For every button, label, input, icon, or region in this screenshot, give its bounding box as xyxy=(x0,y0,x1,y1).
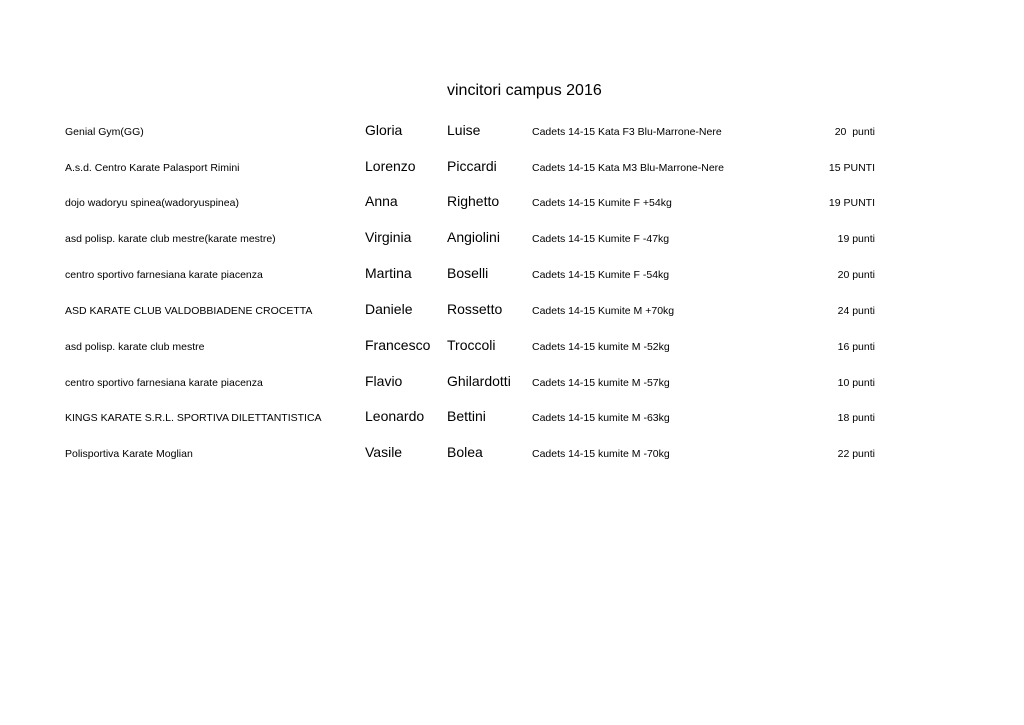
last-name: Piccardi xyxy=(447,158,497,174)
points: 22 punti xyxy=(837,448,875,460)
first-name: Daniele xyxy=(365,301,413,317)
last-name: Rossetto xyxy=(447,301,503,317)
last-name: Bettini xyxy=(447,408,486,424)
club-name: asd polisp. karate club mestre(karate mestre) xyxy=(65,233,276,245)
list-item xyxy=(0,406,1024,430)
club-name: KINGS KARATE S.R.L. SPORTIVA DILETTANTISTICA xyxy=(65,412,322,424)
category: Cadets 14-15 Kumite F -54kg xyxy=(532,269,670,281)
list-item xyxy=(0,227,1024,251)
category: Cadets 14-15 kumite M -63kg xyxy=(532,412,670,424)
club-name: Polisportiva Karate Moglian xyxy=(65,448,193,460)
list-item xyxy=(0,371,1024,395)
points: 10 punti xyxy=(837,377,875,389)
category: Cadets 14-15 kumite M -52kg xyxy=(532,341,670,353)
last-name: Righetto xyxy=(447,193,500,209)
category: Cadets 14-15 Kata F3 Blu-Marrone-Nere xyxy=(532,126,722,138)
first-name: Gloria xyxy=(365,122,403,138)
club-name: asd polisp. karate club mestre xyxy=(65,341,205,353)
category: Cadets 14-15 kumite M -70kg xyxy=(532,448,670,460)
first-name: Anna xyxy=(365,193,398,209)
list-item xyxy=(0,263,1024,287)
club-name: ASD KARATE CLUB VALDOBBIADENE CROCETTA xyxy=(65,305,313,317)
list-item xyxy=(0,156,1024,180)
first-name: Vasile xyxy=(365,444,403,460)
last-name: Luise xyxy=(447,122,481,138)
page-title: vincitori campus 2016 xyxy=(447,82,602,99)
list-item xyxy=(0,335,1024,359)
points: 20 punti xyxy=(837,269,875,281)
list-item xyxy=(0,120,1024,144)
list-item xyxy=(0,191,1024,215)
last-name: Ghilardotti xyxy=(447,373,511,389)
club-name: centro sportivo farnesiana karate piacenza xyxy=(65,377,263,389)
last-name: Angiolini xyxy=(447,229,500,245)
club-name: centro sportivo farnesiana karate piacenza xyxy=(65,269,263,281)
first-name: Lorenzo xyxy=(365,158,416,174)
first-name: Leonardo xyxy=(365,408,425,424)
category: Cadets 14-15 kumite M -57kg xyxy=(532,377,670,389)
last-name: Troccoli xyxy=(447,337,496,353)
club-name: dojo wadoryu spinea(wadoryuspinea) xyxy=(65,197,239,209)
points: 15 PUNTI xyxy=(828,162,875,174)
first-name: Virginia xyxy=(365,229,412,245)
first-name: Martina xyxy=(365,265,412,281)
list-item xyxy=(0,299,1024,323)
last-name: Boselli xyxy=(447,265,489,281)
category: Cadets 14-15 Kumite F +54kg xyxy=(532,197,672,209)
club-name: Genial Gym(GG) xyxy=(65,126,144,138)
points: 20 punti xyxy=(834,126,875,138)
last-name: Bolea xyxy=(447,444,483,460)
list-item xyxy=(0,442,1024,466)
club-name: A.s.d. Centro Karate Palasport Rimini xyxy=(65,162,240,174)
points: 19 punti xyxy=(837,233,875,245)
category: Cadets 14-15 Kumite M +70kg xyxy=(532,305,675,317)
category: Cadets 14-15 Kata M3 Blu-Marrone-Nere xyxy=(532,162,725,174)
points: 18 punti xyxy=(837,412,875,424)
first-name: Flavio xyxy=(365,373,403,389)
points: 19 PUNTI xyxy=(828,197,875,209)
points: 16 punti xyxy=(837,341,875,353)
category: Cadets 14-15 Kumite F -47kg xyxy=(532,233,670,245)
points: 24 punti xyxy=(837,305,875,317)
first-name: Francesco xyxy=(365,337,431,353)
